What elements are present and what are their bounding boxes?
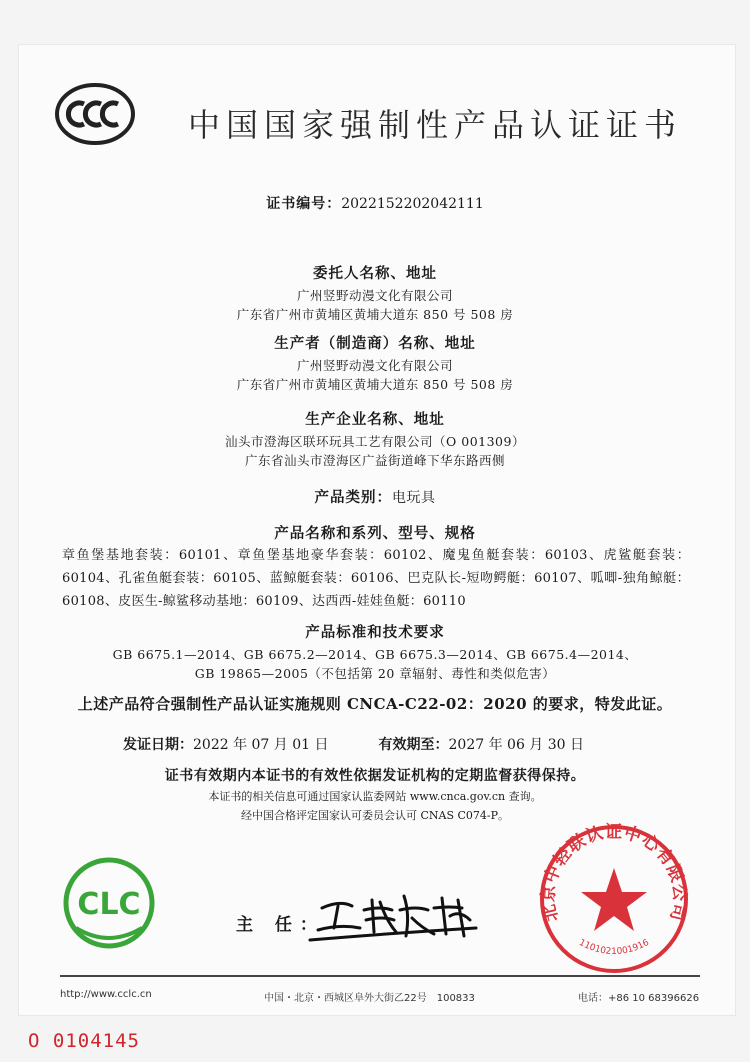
ccc-logo-icon: [54, 82, 136, 146]
product-list: 章鱼堡基地套装：60101、章鱼堡基地豪华套装：60102、魔鬼鱼艇套装：60103、虎鲨艇套装：60104、孔雀鱼艇套装：60105、蓝鲸艇套装：60106、巴克队长-短吻鳄艇：60107、呱唧-独角鲸艇：60108、皮医生-鲸鲨移动基地：60109、达西西-娃娃鱼艇：60110: [62, 548, 690, 609]
standards-heading: 产品标准和技术要求: [305, 624, 445, 641]
certificate-number: [0, 193, 750, 213]
factory-heading: 生产企业名称、地址: [305, 411, 445, 428]
manufacturer-address: 广东省广州市黄埔区黄埔大道东 850 号 508 房: [236, 377, 514, 392]
clc-logo-icon: [60, 856, 158, 950]
product-category-value: 电玩具: [392, 490, 436, 506]
svg-text:1101021001916: [577, 938, 651, 957]
manufacturer-heading: 生产者（制造商）名称、地址: [274, 335, 476, 352]
standards-line-1: GB 6675.1—2014、GB 6675.2—2014、GB 6675.3—2014、GB 6675.4—2014、: [112, 647, 638, 662]
seal-text: 北京中轻联认证中心有限公司: [538, 822, 690, 924]
issue-date-value: 2022 年 07 月 01 日: [193, 737, 329, 753]
product-category-label: 产品类别：: [314, 489, 392, 506]
footer-address: 中国・北京・西城区阜外大街乙22号 100833: [264, 993, 475, 1004]
manufacturer-name: 广州竖野动漫文化有限公司: [296, 358, 453, 373]
expiry-date-value: 2027 年 06 月 30 日: [448, 737, 585, 753]
standards-line-2: GB 19865—2005（不包括第 20 章辐射、毒性和类似危害）: [194, 666, 556, 681]
factory-address: 广东省汕头市澄海区广益街道峰下华东路西侧: [244, 453, 505, 468]
certification-seal: [535, 820, 693, 978]
validity-note: 证书有效期内本证书的有效性依据发证机构的定期监督获得保持。: [164, 768, 586, 784]
accreditation-note: 经中国合格评定国家认可委员会认可 CNAS C074-P。: [240, 809, 510, 822]
applicant-name: 广州竖野动漫文化有限公司: [296, 288, 453, 303]
dates-row: [123, 734, 584, 754]
seal-star-icon: [581, 868, 647, 931]
declaration: 上述产品符合强制性产品认证实施规则 CNCA-C22-02：2020 的要求，特发此证。: [77, 695, 673, 713]
certificate-number-label: 证书编号：: [266, 196, 342, 212]
products-heading: 产品名称和系列、型号、规格: [274, 525, 476, 542]
director-signature: [300, 880, 500, 950]
svg-text:CLC: CLC: [77, 887, 141, 922]
issue-date-label: 发证日期：: [123, 737, 193, 753]
expiry-date-label: 有效期至：: [378, 737, 449, 753]
query-note: 本证书的相关信息可通过国家认监委网站 www.cnca.gov.cn 查询。: [208, 790, 542, 803]
product-category: [0, 486, 750, 507]
factory-name: 汕头市澄海区联环玩具工艺有限公司（O 001309）: [225, 434, 525, 449]
page-title: 中国国家强制性产品认证证书: [188, 106, 683, 144]
seal-number: 1101021001916: [577, 937, 651, 957]
footer-phone: 电话：+86 10 68396626: [578, 993, 700, 1004]
certificate-number-value: 2022152202042111: [341, 196, 484, 212]
applicant-address: 广东省广州市黄埔区黄埔大道东 850 号 508 房: [236, 307, 514, 322]
footer-divider: [60, 975, 700, 977]
serial-number: O 0104145: [28, 1030, 140, 1052]
applicant-heading: 委托人名称、地址: [313, 265, 437, 282]
footer-website: http://www.cclc.cn: [60, 989, 152, 1000]
director-label: 主 任：: [236, 915, 325, 935]
